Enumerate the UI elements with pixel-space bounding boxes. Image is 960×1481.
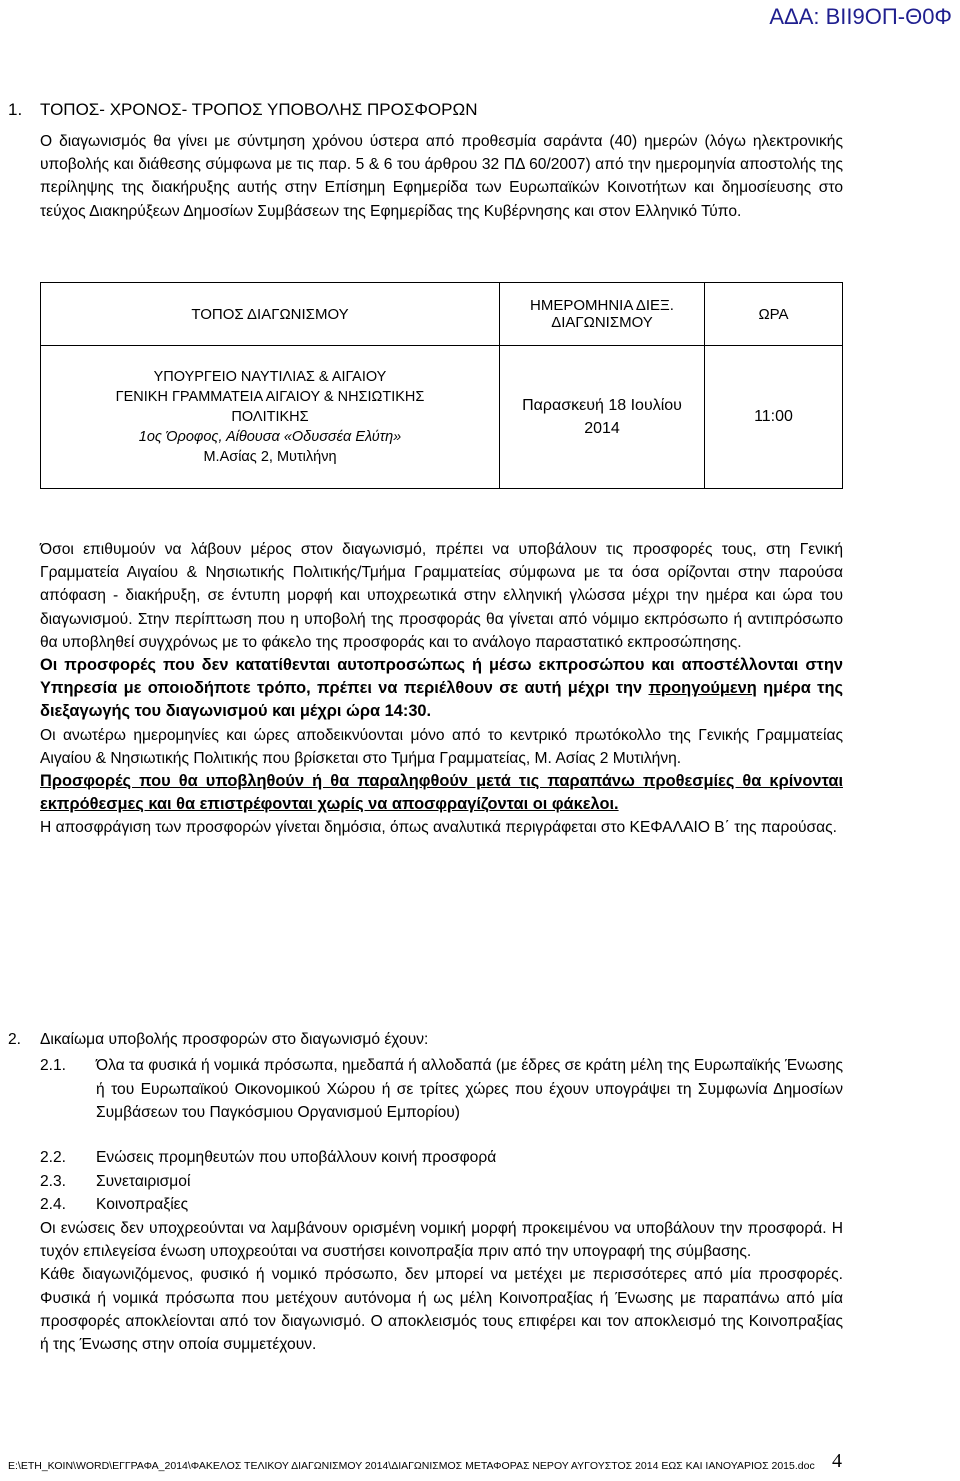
section2-heading <box>8 1031 428 1049</box>
schedule-row <box>41 346 843 489</box>
submission-p2-a: Οι προσφορές που δεν κατατίθενται αυτοπροσώπως ή μέσω εκπροσώπου και αποστέλλονται στην Υπηρεσία με οποιοδήποτε τρόπο, πρέπει να περιέλθουν σε αυτή μέχρι την <box>40 656 843 698</box>
footer-path: E:\ΕΤΗ_ΚΟΙΝ\WORD\ΕΓΓΡΑΦΑ_2014\ΦΑΚΕΛΟΣ ΤΕΛΙΚΟΥ ΔΙΑΓΩΝΙΣΜΟΥ 2014\ΔΙΑΓΩΝΙΣΜΟΣ ΜΕΤΑΦΟΡΑΣ ΝΕΡΟΥ ΑΥΓΟΥΣΤΟΣ 2014 ΕΩΣ ΚΑΙ ΙΑΝΟΥΑΡΙΟΣ 2015.doc <box>8 1460 815 1472</box>
col-place-header: ΤΟΠΟΣ ΔΙΑΓΩΝΙΣΜΟΥ <box>41 283 500 346</box>
place-line-4: Μ.Ασίας 2, Μυτιλήνη <box>203 449 337 465</box>
place-line-1: ΥΠΟΥΡΓΕΙΟ ΝΑΥΤΙΛΙΑΣ & ΑΙΓΑΙΟΥ <box>153 369 387 385</box>
submission-p2-underlined: προηγούμενη <box>648 679 757 698</box>
submission-p2 <box>40 654 843 724</box>
section1-intro-text: Ο διαγωνισμός θα γίνει με σύντμηση χρόνου ύστερα από προθεσμία σαράντα (40) ημερών (λόγω ηλεκτρονικής υποβολής και διάθεσης σύμφωνα με τις παρ. 5 & 6 του άρθρου 32 ΠΔ 60/2007) από την ημερομηνία αποστολής της περίληψης της διακήρυξης αυτής στην Επίσημη Εφημερίδα των Ευρωπαϊκών Κοινοτήτων και δημοσίευσης στο τεύχος Διακηρύξεων Δημοσίων Συμβάσεων της Εφημερίδας της Κυβέρνησης και στον Ελληνικό Τύπο. <box>40 133 843 220</box>
time-cell: 11:00 <box>705 346 843 489</box>
section1-heading <box>8 100 477 120</box>
submission-p2-b: ημέρα της διεξαγωγής του διαγωνισμού και μέχρι ώρα 14:30. <box>40 679 843 721</box>
col-time-header: ΩΡΑ <box>705 283 843 346</box>
submission-p1: Όσοι επιθυμούν να λάβουν μέρος στον διαγωνισμό, πρέπει να υποβάλουν τις προσφορές τους, στη Γενική Γραμματεία Αιγαίου & Νησιωτικής Πολιτικής/Τμήμα Γραμματείας σύμφωνα με τα όσα ορίζονται στην παρούσα απόφαση - διακήρυξη, σε έντυπη μορφή και υποχρεωτικά στην ελληνική γλώσσα μέχρι την ημέρα και ώρα του διαγωνισμού. Στην περίπτωση που η υποβολή της προσφοράς θα γίνεται από νόμιμο εκπρόσωπο ή αντιπρόσωπο θα υποβληθεί συγχρόνως με το φάκελο της προσφοράς και το ανάλογο παραστατικό εκπροσώπησης. <box>40 541 843 651</box>
place-line-2: ΓΕΝΙΚΗ ΓΡΑΜΜΑΤΕΙΑ ΑΙΓΑΙΟΥ & ΝΗΣΙΩΤΙΚΗΣ ΠΟΛΙΤΙΚΗΣ <box>115 389 425 425</box>
section2-item-2-number: 2.2. <box>40 1149 67 1166</box>
section1-intro <box>40 130 843 223</box>
section2-paragraphs <box>40 1217 843 1356</box>
schedule-table <box>40 282 843 489</box>
schedule-header-row <box>41 283 843 346</box>
section2-item-4-number: 2.4. <box>40 1196 67 1213</box>
ada-code: ΑΔΑ: ΒΙΙ9ΟΠ-Θ0Φ <box>769 4 952 29</box>
section2-p1: Οι ενώσεις δεν υποχρεούνται να λαμβάνουν ορισμένη νομική μορφή προκειμένου να υποβάλουν την προσφορά. Η τυχόν επιλεγείσα ένωση υποχρεούται να συστήσει κοινοπραξία πριν από την υπογραφή της σύμβασης. <box>40 1220 843 1261</box>
place-line-3: 1ος Όροφος, Αίθουσα «Οδυσσέα Ελύτη» <box>138 429 402 445</box>
submission-block <box>40 538 843 840</box>
section2-number: 2. <box>8 1031 22 1048</box>
section2-item-1-number: 2.1. <box>40 1057 67 1074</box>
section1-title: ΤΟΠΟΣ- ΧΡΟΝΟΣ- ΤΡΟΠΟΣ ΥΠΟΒΟΛΗΣ ΠΡΟΣΦΟΡΩΝ <box>40 100 478 119</box>
submission-p4: Προσφορές που θα υποβληθούν ή θα παραληφθούν μετά τις παραπάνω προθεσμίες θα κρίνονται εκπρόθεσμες και θα επιστρέφονται χωρίς να αποσφραγίζονται οι φάκελοι. <box>40 772 843 814</box>
section2-p2: Κάθε διαγωνιζόμενος, φυσικό ή νομικό πρόσωπο, δεν μπορεί να μετέχει με περισσότερες από μία προσφορές. Φυσικά ή νομικά πρόσωπα που μετέχουν αυτόνομα ή ως μέλη Κοινοπραξίας ή Ένωσης με παραπάνω από μία προσφορές αποκλείονται από τον διαγωνισμό. Ο αποκλεισμός τους επιφέρει και τον αποκλεισμό της Κοινοπραξίας ή της Ένωσης στην οποία συμμετέχουν. <box>40 1266 843 1354</box>
page-number: 4 <box>832 1450 842 1472</box>
submission-p3: Οι ανωτέρω ημερομηνίες και ώρες αποδεικνύονται μόνο από το κεντρικό πρωτόκολλο της Γενικής Γραμματείας Αιγαίου & Νησιωτικής Πολιτικής που βρίσκεται στο Τμήμα Γραμματείας, Μ. Ασίας 2 Μυτιλήνη. <box>40 726 843 767</box>
section2-item-4-text: Κοινοπραξίες <box>96 1196 189 1213</box>
section2-item-3-number: 2.3. <box>40 1173 67 1190</box>
date-cell: Παρασκευή 18 Ιουλίου 2014 <box>500 346 705 489</box>
submission-p5: Η αποσφράγιση των προσφορών γίνεται δημόσια, όπως αναλυτικά περιγράφεται στο ΚΕΦΑΛΑΙΟ Β΄ της παρούσας. <box>40 819 838 837</box>
place-cell <box>41 346 500 489</box>
section1-number: 1. <box>8 100 23 119</box>
section2-item-2-text: Ενώσεις προμηθευτών που υποβάλλουν κοινή προσφορά <box>96 1149 497 1166</box>
col-date-header: ΗΜΕΡΟΜΗΝΙΑ ΔΙΕΞ. ΔΙΑΓΩΝΙΣΜΟΥ <box>500 283 705 346</box>
section2-title: Δικαίωμα υποβολής προσφορών στο διαγωνισμό έχουν: <box>40 1031 429 1048</box>
section2-item-3-text: Συνεταιρισμοί <box>96 1173 191 1190</box>
section2-item-1-text: Όλα τα φυσικά ή νομικά πρόσωπα, ημεδαπά ή αλλοδαπά (με έδρες σε κράτη μέλη της Ευρωπαϊκής Ένωσης ή του Ευρωπαϊκού Οικονομικού Χώρου ή σε τρίτες χώρες που έχουν υπογράψει τη Συμφωνία Δημοσίων Συμβάσεων του Παγκόσμιου Οργανισμού Εμπορίου) <box>96 1057 843 1122</box>
